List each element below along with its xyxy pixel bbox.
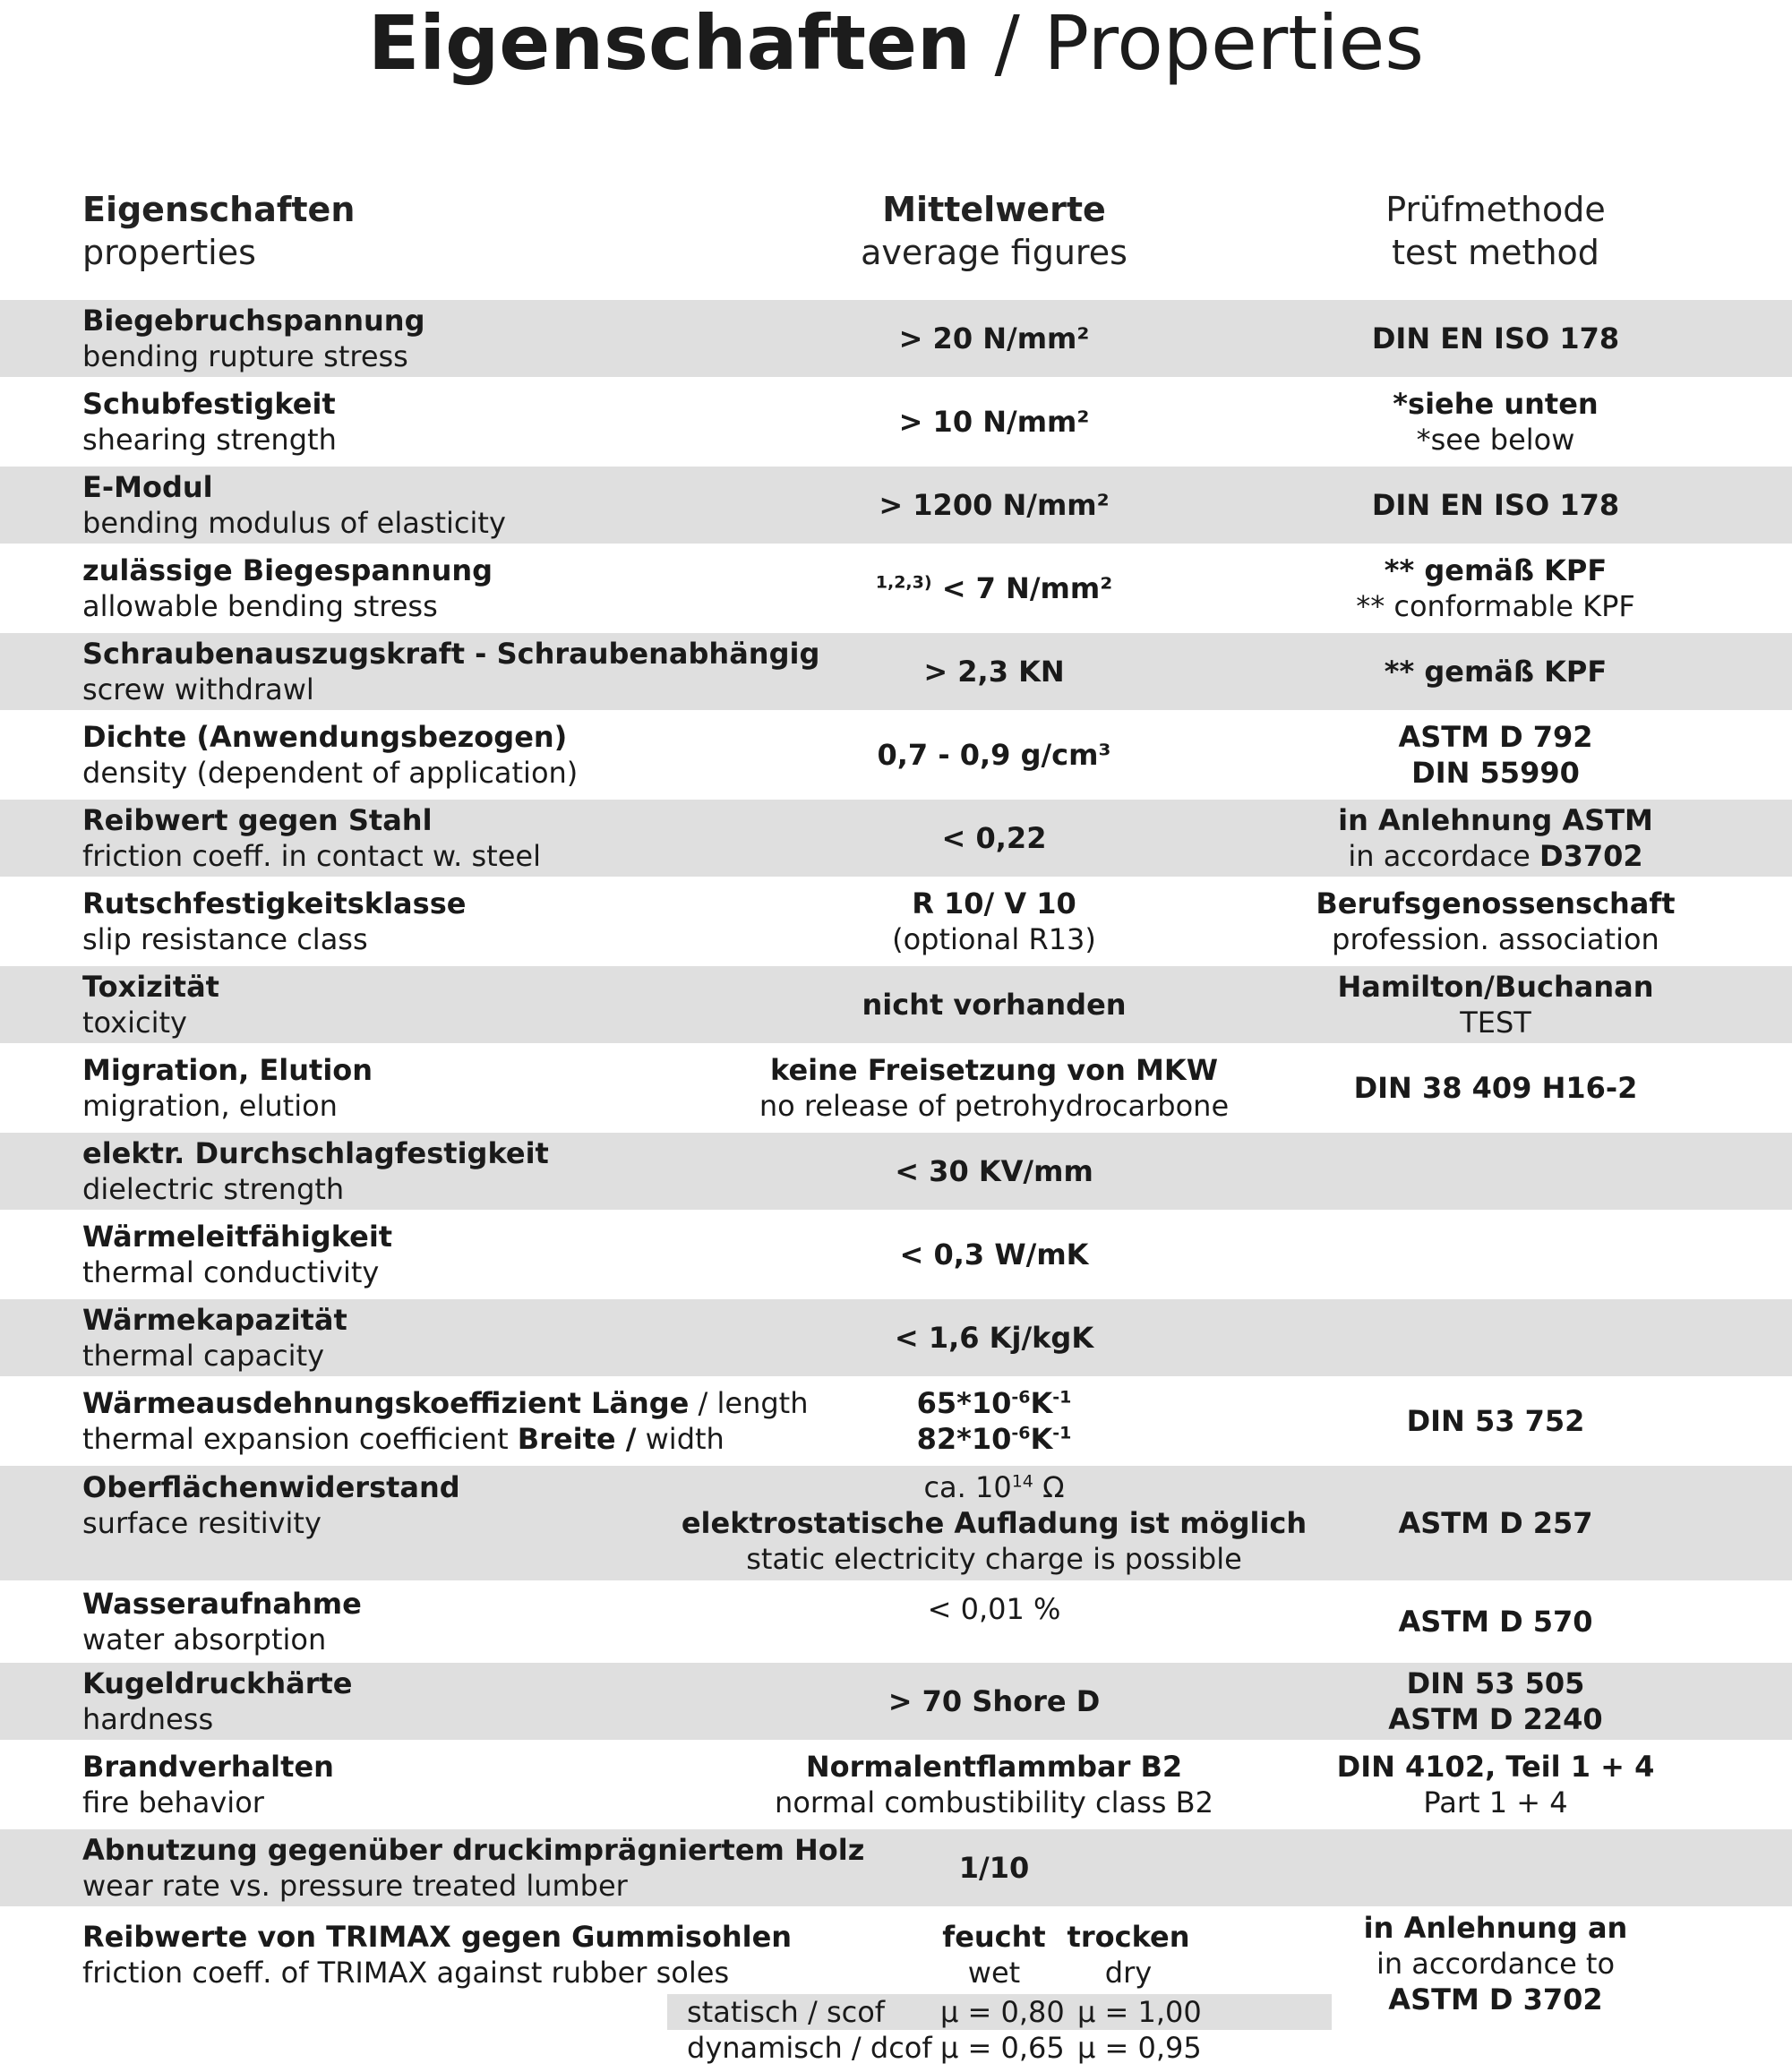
- test-method: *siehe unten: [1393, 387, 1599, 421]
- average-value: < 0,01 %: [927, 1592, 1061, 1626]
- test-method: ** gemäß KPF: [1384, 655, 1608, 689]
- dynamic-label: dynamisch / dcof: [687, 2031, 932, 2065]
- table-row-friction-rubber: [0, 1906, 1792, 2072]
- property-de: Wärmeausdehnungskoeffizient Länge / length: [82, 1386, 809, 1420]
- table-row: [0, 377, 1792, 467]
- average-value: < 0,22: [941, 821, 1047, 855]
- property-de: elektr. Durchschlagfestigkeit: [82, 1136, 549, 1170]
- title-english: Properties: [1043, 0, 1425, 87]
- average-value-width: $82*10^{-6}K^{-1}$: [916, 1422, 1072, 1456]
- table-row: [0, 1580, 1792, 1663]
- average-value: > 10 N/mm²: [898, 405, 1090, 439]
- property-de: Toxizität: [82, 970, 219, 1004]
- table-row: [0, 1210, 1792, 1299]
- property-en: friction coeff. of TRIMAX against rubber soles: [82, 1956, 730, 1990]
- header-properties: Eigenschaften properties: [82, 190, 356, 272]
- property-de: Kugeldruckhärte: [82, 1666, 353, 1700]
- test-method: in Anlehnung an: [1363, 1911, 1628, 1945]
- dry-column-header: trocken dry: [1067, 1920, 1190, 1990]
- property-de: Brandverhalten: [82, 1750, 334, 1784]
- test-method-2: DIN 55990: [1411, 756, 1580, 790]
- table-row: [0, 1663, 1792, 1740]
- table-row: [0, 300, 1792, 377]
- test-method: ASTM D 792: [1398, 720, 1593, 754]
- average-value: keine Freisetzung von MKW: [770, 1053, 1218, 1087]
- table-row: [0, 1133, 1792, 1210]
- property-en: migration, elution: [82, 1089, 338, 1123]
- property-de: Dichte (Anwendungsbezogen): [82, 720, 568, 754]
- table-row: [0, 877, 1792, 966]
- property-en: surface resitivity: [82, 1506, 322, 1540]
- average-value-note: no release of petrohydrocarbone: [759, 1089, 1230, 1123]
- table-row: [0, 1376, 1792, 1466]
- table-row: [0, 1740, 1792, 1829]
- test-method-en: in accordance to: [1376, 1947, 1616, 1981]
- average-value: > 20 N/mm²: [898, 321, 1090, 355]
- property-en: hardness: [82, 1702, 214, 1736]
- average-value-note: static electricity charge is possible: [746, 1542, 1242, 1576]
- table-row: [0, 800, 1792, 877]
- static-label: statisch / scof: [687, 1995, 886, 2029]
- property-de: Reibwerte von TRIMAX gegen Gummisohlen: [82, 1920, 793, 1954]
- average-value: < 0,3 W/mK: [899, 1237, 1089, 1271]
- test-method-en: in accordace D3702: [1348, 839, 1643, 873]
- property-en: water absorption: [82, 1622, 327, 1657]
- average-value: > 70 Shore D: [887, 1684, 1101, 1718]
- table-row: [0, 633, 1792, 710]
- test-method-2: ASTM D 2240: [1388, 1702, 1603, 1736]
- average-value: Normalentflammbar B2: [805, 1750, 1183, 1784]
- test-method: DIN 4102, Teil 1 + 4: [1336, 1750, 1655, 1784]
- test-method-standard: ASTM D 3702: [1388, 1982, 1603, 2016]
- property-en: thermal capacity: [82, 1339, 325, 1373]
- average-value-resistance: ca. $10^{14}$ Ω: [923, 1470, 1065, 1504]
- static-dry-value: μ = 1,00: [1077, 1995, 1202, 2029]
- average-value: > 1200 N/mm²: [879, 488, 1110, 522]
- table-row: [0, 467, 1792, 544]
- property-de: Schraubenauszugskraft - Schraubenabhängig: [82, 637, 820, 671]
- property-en: shearing strength: [82, 423, 337, 457]
- property-de: Reibwert gegen Stahl: [82, 803, 433, 837]
- test-method-en: Part 1 + 4: [1423, 1785, 1568, 1819]
- test-method-en: profession. association: [1332, 922, 1659, 956]
- property-de: zulässige Biegespannung: [82, 553, 493, 587]
- property-en: toxicity: [82, 1006, 187, 1040]
- property-de: Oberflächenwiderstand: [82, 1470, 460, 1504]
- average-value: 0,7 - 0,9 g/cm³: [877, 738, 1111, 772]
- test-method: Hamilton/Buchanan: [1337, 970, 1654, 1004]
- property-en: fire behavior: [82, 1785, 264, 1819]
- test-method: DIN EN ISO 178: [1371, 321, 1620, 355]
- property-de: Schubfestigkeit: [82, 387, 336, 421]
- table-row: [0, 710, 1792, 800]
- average-value-note: (optional R13): [892, 922, 1096, 956]
- properties-table: [0, 300, 1792, 2072]
- test-method: ASTM D 257: [1398, 1506, 1593, 1540]
- average-value: < 30 KV/mm: [895, 1154, 1093, 1188]
- property-en: screw withdrawl: [82, 672, 314, 706]
- property-de: Rutschfestigkeitsklasse: [82, 886, 467, 920]
- property-en: density (dependent of application): [82, 756, 579, 790]
- property-de: Wärmekapazität: [82, 1303, 347, 1337]
- property-en: thermal expansion coefficient Breite / width: [82, 1422, 725, 1456]
- test-method: DIN 38 409 H16-2: [1353, 1071, 1638, 1105]
- static-wet-value: μ = 0,80: [940, 1995, 1065, 2029]
- page-title: [0, 0, 1792, 107]
- test-method: DIN EN ISO 178: [1371, 488, 1620, 522]
- table-row: [0, 966, 1792, 1043]
- property-en: bending modulus of elasticity: [82, 506, 506, 540]
- test-method-en: ** conformable KPF: [1356, 589, 1635, 623]
- dynamic-wet-value: μ = 0,65: [940, 2031, 1065, 2065]
- test-method: in Anlehnung ASTM: [1338, 803, 1653, 837]
- table-row: [0, 544, 1792, 633]
- average-value: $^{1,2,3)}$ < 7 N/mm²: [875, 571, 1113, 605]
- property-en: wear rate vs. pressure treated lumber: [82, 1869, 628, 1903]
- property-en: slip resistance class: [82, 922, 368, 956]
- property-de: Abnutzung gegenüber druckimprägniertem Holz: [82, 1833, 865, 1867]
- table-row: [0, 1466, 1792, 1580]
- test-method: ** gemäß KPF: [1384, 553, 1608, 587]
- test-method-en: *see below: [1416, 423, 1575, 457]
- table-row: [0, 1829, 1792, 1906]
- wet-column-header: feucht wet: [942, 1920, 1046, 1990]
- average-value: nicht vorhanden: [862, 988, 1127, 1022]
- property-en: bending rupture stress: [82, 339, 408, 373]
- property-en: dielectric strength: [82, 1172, 345, 1206]
- property-de: Wasseraufnahme: [82, 1587, 362, 1621]
- property-de: Biegebruchspannung: [82, 304, 425, 338]
- average-value: 1/10: [958, 1851, 1030, 1885]
- average-value: elektrostatische Aufladung ist möglich: [681, 1506, 1308, 1540]
- property-en: friction coeff. in contact w. steel: [82, 839, 541, 873]
- property-de: Migration, Elution: [82, 1053, 373, 1087]
- table-row: [0, 1299, 1792, 1376]
- property-de: Wärmeleitfähigkeit: [82, 1220, 393, 1254]
- footnote-marker: 1,2,3): [875, 572, 932, 593]
- test-method-en: TEST: [1460, 1006, 1531, 1040]
- property-de: E-Modul: [82, 470, 213, 504]
- average-value: > 2,3 KN: [923, 655, 1065, 689]
- property-en: thermal conductivity: [82, 1255, 380, 1289]
- header-average-figures: Mittelwerte average figures: [861, 190, 1128, 272]
- average-value-length: $65*10^{-6}K^{-1}$: [916, 1386, 1072, 1420]
- title-german: Eigenschaften: [367, 0, 971, 87]
- table-row: [0, 1043, 1792, 1133]
- title-separator: /: [970, 0, 1044, 87]
- test-method: ASTM D 570: [1398, 1605, 1593, 1639]
- property-en: allowable bending stress: [82, 589, 438, 623]
- average-value: < 1,6 Kj/kgK: [894, 1321, 1094, 1355]
- test-method: DIN 53 505: [1406, 1666, 1585, 1700]
- header-test-method: Prüfmethode test method: [1385, 190, 1606, 272]
- average-value-note: normal combustibility class B2: [775, 1785, 1213, 1819]
- dynamic-dry-value: μ = 0,95: [1077, 2031, 1202, 2065]
- test-method: DIN 53 752: [1406, 1404, 1585, 1438]
- average-value: R 10/ V 10: [912, 886, 1076, 920]
- test-method: Berufsgenossenschaft: [1316, 886, 1676, 920]
